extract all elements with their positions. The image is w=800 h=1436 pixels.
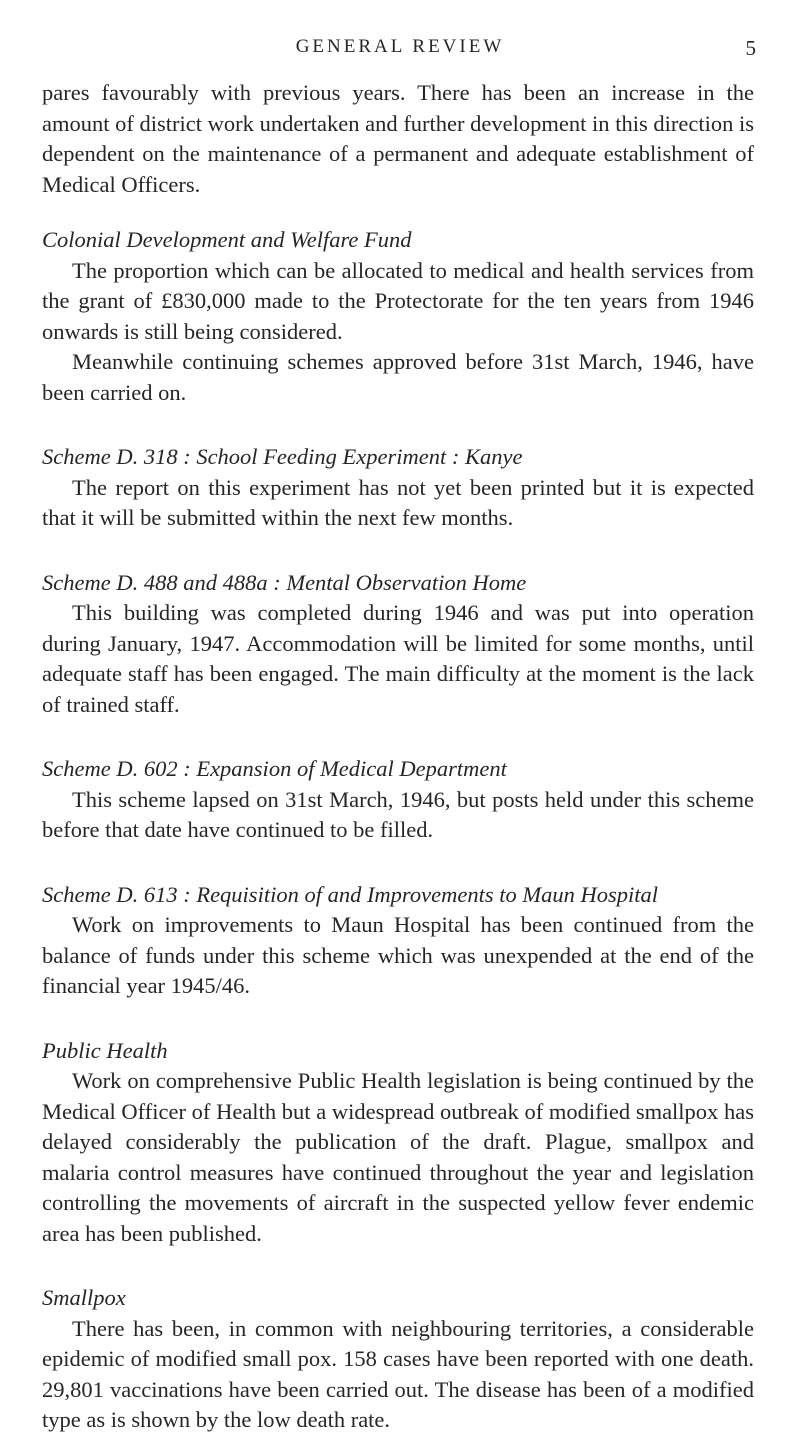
page-number: 5 [745, 36, 756, 60]
running-header [0, 36, 800, 66]
section-scheme-d488 [42, 568, 754, 721]
section-heading: Public Health [42, 1037, 168, 1063]
running-title: GENERAL REVIEW [295, 36, 505, 57]
section-heading: Smallpox [42, 1285, 126, 1310]
section-paragraph: This scheme lapsed on 31st March, 1946, but posts held under this scheme before that date have continued to be filled. [42, 786, 754, 842]
section-heading: Scheme D. 318 : School Feeding Experiment : Kanye [42, 444, 523, 469]
section-heading: Scheme D. 613 : Requisition of and Improvements to Maun Hospital [42, 881, 658, 907]
section-paragraph: This building was completed during 1946 and was put into operation during January, 1947. Accommodation will be limited for some months, until adequate staff has been engaged. The main difficulty at the moment is the lack of trained staff. [42, 600, 754, 717]
section-colonial-development-fund [42, 225, 754, 408]
section-public-health [42, 1036, 754, 1250]
section-paragraph: Work on improvements to Maun Hospital has been continued from the balance of funds under this scheme which was unexpended at the end of the financial year 1945/46. [42, 912, 754, 998]
section-paragraph: The report on this experiment has not yet been printed but it is expected that it will be submitted within the next few months. [42, 474, 754, 530]
intro-paragraph: pares favourably with previous years. There has been an increase in the amount of district work undertaken and further development in this direction is dependent on the maintenance of a permanent and adequate establishment of Medical Officers. [42, 80, 754, 197]
section-heading: Scheme D. 602 : Expansion of Medical Department [42, 756, 507, 781]
section-paragraph: The proportion which can be allocated to medical and health services from the grant of £830,000 made to the Protectorate for the ten years from 1946 onwards is still being considered. [42, 257, 754, 344]
section-paragraph: Work on comprehensive Public Health legislation is being continued by the Medical Officer of Health but a widespread outbreak of modified smallpox has delayed considerably the publication of the draft. Plague, smallpox and malaria control measures have continued throughout the year and legislation controlling the movements of aircraft in the suspected yellow fever endemic area has been published. [42, 1068, 754, 1246]
section-heading: Colonial Development and Welfare Fund [42, 227, 412, 252]
section-scheme-d613 [42, 880, 754, 1002]
page-body [42, 78, 754, 1436]
section-heading: Scheme D. 488 and 488a : Mental Observation Home [42, 569, 527, 595]
section-scheme-d318 [42, 442, 754, 534]
section-scheme-d602 [42, 754, 754, 846]
section-smallpox [42, 1283, 754, 1436]
section-paragraph: Meanwhile continuing schemes approved before 31st March, 1946, have been carried on. [42, 349, 754, 405]
section-paragraph: There has been, in common with neighbouring territories, a considerable epidemic of modified small pox. 158 cases have been reported with one death. 29,801 vaccinations have been carried out. The disease has been of a modified type as is shown by the low death rate. [42, 1315, 754, 1432]
